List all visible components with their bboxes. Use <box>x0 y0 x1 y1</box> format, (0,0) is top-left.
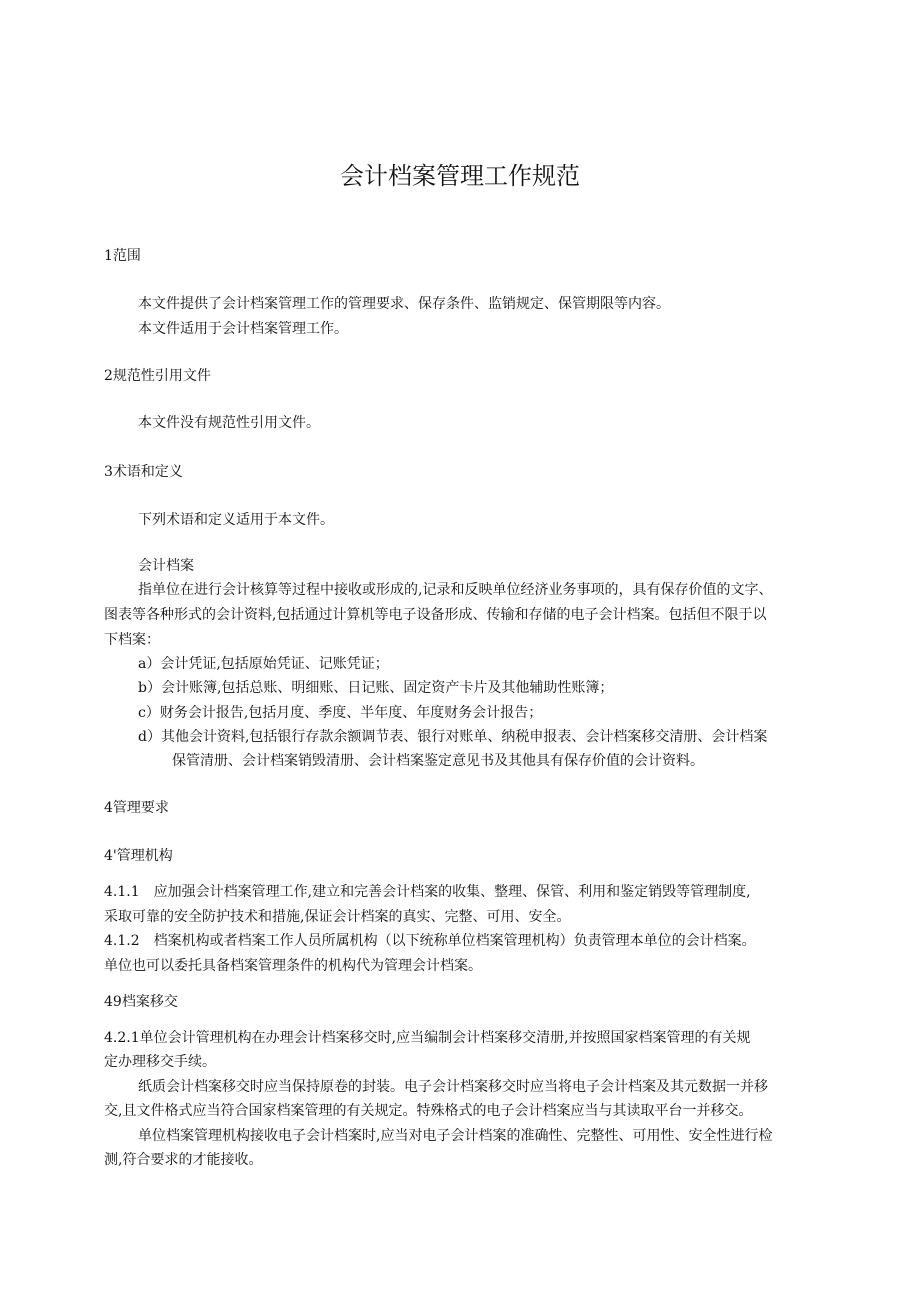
term-name: 会计档案 <box>138 558 194 574</box>
paragraph: 本文件没有规范性引用文件。 <box>138 415 320 431</box>
clause-line: 4.2.1单位会计管理机构在办理会计档案移交时,应当编制会计档案移交清册,并按照国家档案管理的有关规 <box>104 1030 751 1046</box>
subsection-heading-archive-transfer: 49档案移交 <box>104 994 178 1010</box>
paragraph: 下列术语和定义适用于本文件。 <box>138 512 334 528</box>
paragraph-line: 纸质会计档案移交时应当保持原卷的封装。电子会计档案移交时应当将电子会计档案及其元数据一并移 <box>138 1079 768 1095</box>
section-heading-scope: 1范围 <box>104 248 141 264</box>
list-item-continuation: 保管清册、会计档案销毁清册、会计档案鉴定意见书及其他具有保存价值的会计资料。 <box>172 753 704 769</box>
clause-line: 4.1.1 应加强会计档案管理工作,建立和完善会计档案的收集、整理、保管、利用和鉴定销毁等管理制度, <box>104 884 751 900</box>
clause-line: 定办理移交手续。 <box>104 1054 216 1070</box>
paragraph: 本文件适用于会计档案管理工作。 <box>138 321 348 337</box>
paragraph-line: 单位档案管理机构接收电子会计档案时,应当对电子会计档案的准确性、完整性、可用性、安全性进行检 <box>138 1128 773 1144</box>
subsection-heading-management-body: 4'管理机构 <box>104 848 173 864</box>
document-title: 会计档案管理工作规范 <box>340 162 580 190</box>
section-heading-management-requirements: 4管理要求 <box>104 800 169 816</box>
list-item: c）财务会计报告,包括月度、季度、半年度、年度财务会计报告； <box>138 705 543 721</box>
paragraph-line: 测,符合要求的才能接收。 <box>104 1152 263 1168</box>
definition-line: 下档案： <box>104 632 160 648</box>
definition-line: 指单位在进行会计核算等过程中接收或形成的,记录和反映单位经济业务事项的，具有保存价值的文字、 <box>138 582 773 598</box>
clause-line: 采取可靠的安全防护技术和措施,保证会计档案的真实、完整、可用、安全。 <box>104 909 571 925</box>
section-heading-normative-references: 2规范性引用文件 <box>104 368 211 384</box>
list-item: d）其他会计资料,包括银行存款余额调节表、银行对账单、纳税申报表、会计档案移交清册、会计档案 <box>138 729 768 745</box>
paragraph: 本文件提供了会计档案管理工作的管理要求、保存条件、监销规定、保管期限等内容。 <box>138 296 670 312</box>
paragraph-line: 交,且文件格式应当符合国家档案管理的有关规定。特殊格式的电子会计档案应当与其读取平台一并移交。 <box>104 1103 753 1119</box>
list-item: b）会计账簿,包括总账、明细账、日记账、固定资产卡片及其他辅助性账簿； <box>138 680 614 696</box>
clause-line: 单位也可以委托具备档案管理条件的机构代为管理会计档案。 <box>104 958 482 974</box>
clause-line: 4.1.2 档案机构或者档案工作人员所属机构（以下统称单位档案管理机构）负责管理本单位的会计档案。 <box>104 933 756 949</box>
definition-line: 图表等各种形式的会计资料,包括通过计算机等电子设备形成、传输和存储的电子会计档案。包括但不限于以 <box>104 607 767 623</box>
list-item: a）会计凭证,包括原始凭证、记账凭证； <box>138 656 389 672</box>
section-heading-terms-definitions: 3术语和定义 <box>104 464 183 480</box>
